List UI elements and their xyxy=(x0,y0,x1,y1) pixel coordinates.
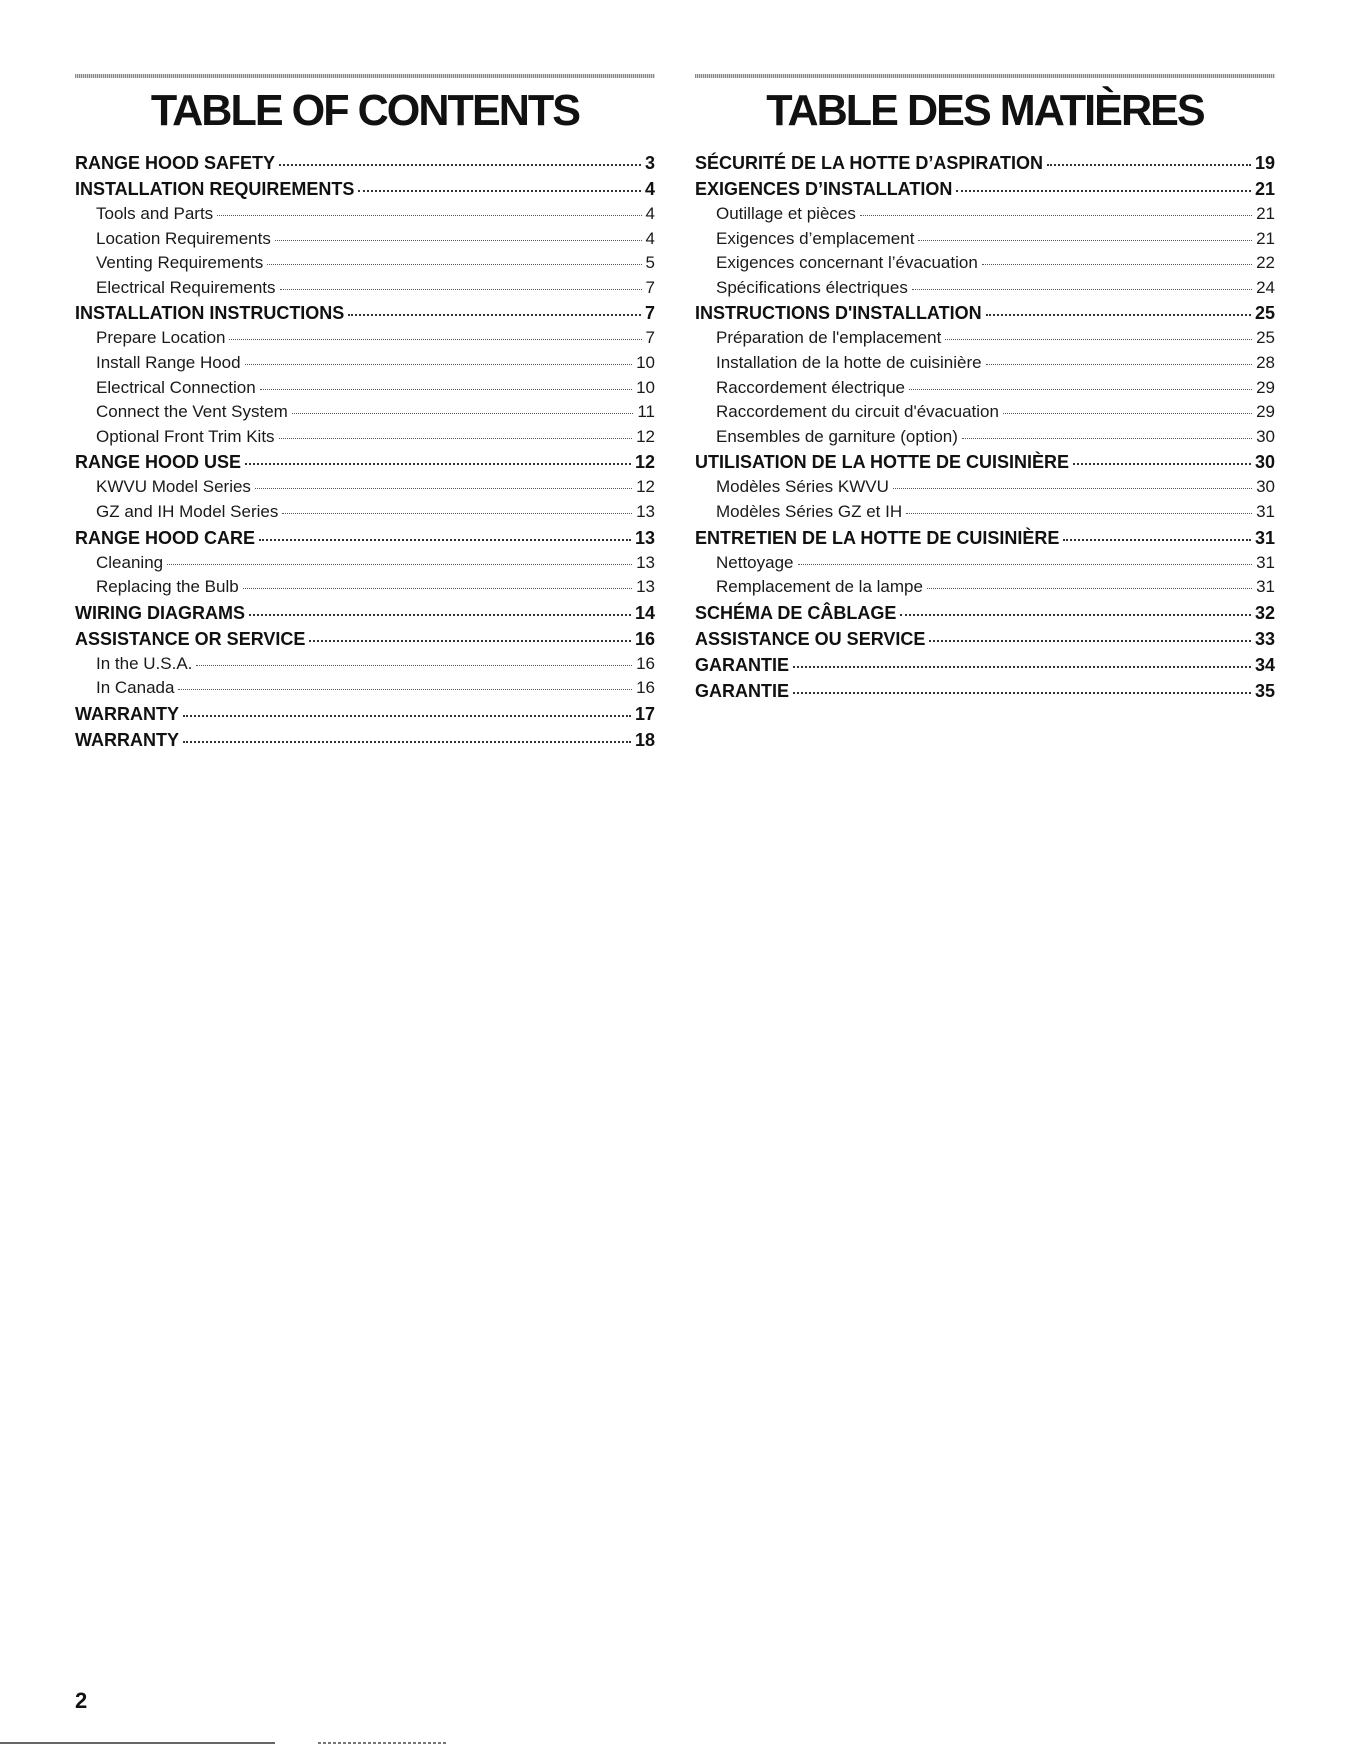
toc-entry-page: 18 xyxy=(634,729,655,750)
toc-entry-page: 14 xyxy=(634,602,655,623)
toc-section-entry xyxy=(75,449,655,475)
toc-list xyxy=(695,150,1275,704)
toc-entry-label: Installation de la hotte de cuisinière xyxy=(716,352,982,372)
toc-entry-page: 19 xyxy=(1254,153,1275,173)
toc-entry-label: Venting Requirements xyxy=(96,253,264,273)
toc-entry-page: 21 xyxy=(1254,179,1275,199)
toc-entry-page: 24 xyxy=(1256,277,1275,297)
toc-entry-page: 22 xyxy=(1256,253,1275,273)
toc-entry-page: 32 xyxy=(1254,602,1275,623)
toc-entry-label: RANGE HOOD SAFETY xyxy=(75,153,276,173)
toc-entry-label: In the U.S.A. xyxy=(96,653,193,673)
toc-subsection-entry xyxy=(695,251,1275,276)
dot-leader xyxy=(793,664,1251,668)
dot-leader xyxy=(927,586,1252,589)
dot-leader xyxy=(167,562,632,565)
dot-leader xyxy=(245,362,632,365)
toc-subsection-entry xyxy=(75,276,655,301)
toc-subsection-entry xyxy=(695,500,1275,525)
toc-entry-label: GZ and IH Model Series xyxy=(96,501,279,521)
toc-subsection-entry xyxy=(75,425,655,450)
toc-entry-label: Install Range Hood xyxy=(96,352,241,372)
toc-entry-label: RANGE HOOD CARE xyxy=(75,527,256,548)
toc-section-entry xyxy=(695,525,1275,551)
toc-entry-page: 30 xyxy=(1254,452,1275,473)
toc-entry-label: Préparation de l'emplacement xyxy=(716,328,942,348)
toc-entry-page: 3 xyxy=(644,153,655,173)
toc-section-entry xyxy=(75,176,655,202)
toc-subsection-entry xyxy=(695,202,1275,227)
toc-subsection-entry xyxy=(75,500,655,525)
toc-subsection-entry xyxy=(75,475,655,500)
dot-leader xyxy=(893,486,1252,489)
toc-entry-page: 13 xyxy=(636,577,655,597)
page-number: 2 xyxy=(75,1688,88,1713)
toc-entry-page: 11 xyxy=(637,402,655,422)
dot-leader xyxy=(1073,461,1251,465)
toc-entry-page: 25 xyxy=(1254,303,1275,324)
toc-entry-label: Modèles Séries KWVU xyxy=(716,477,889,497)
toc-entry-label: Ensembles de garniture (option) xyxy=(716,426,958,446)
toc-entry-page: 35 xyxy=(1254,680,1275,701)
toc-entry-label: Cleaning xyxy=(96,552,164,572)
toc-entry-label: RANGE HOOD USE xyxy=(75,452,242,473)
toc-entry-page: 31 xyxy=(1256,552,1275,572)
toc-entry-label: EXIGENCES D’INSTALLATION xyxy=(695,179,953,199)
toc-list xyxy=(75,150,655,753)
toc-section-entry xyxy=(75,626,655,652)
toc-subsection-entry xyxy=(75,227,655,252)
toc-section-entry xyxy=(75,701,655,727)
toc-entry-page: 5 xyxy=(645,253,655,273)
dot-leader xyxy=(986,312,1251,316)
toc-entry-label: Electrical Connection xyxy=(96,377,256,397)
toc-subsection-entry xyxy=(695,400,1275,425)
toc-entry-page: 31 xyxy=(1256,577,1275,597)
toc-entry-page: 4 xyxy=(644,179,655,199)
toc-subsection-entry xyxy=(75,676,655,701)
dot-leader xyxy=(918,238,1252,241)
toc-section-entry xyxy=(75,525,655,551)
dot-leader xyxy=(249,612,631,616)
dot-leader xyxy=(275,238,642,241)
toc-subsection-entry xyxy=(695,575,1275,600)
toc-entry-page: 31 xyxy=(1256,501,1275,521)
dot-leader xyxy=(229,337,641,340)
dot-leader xyxy=(909,387,1252,390)
toc-entry-page: 29 xyxy=(1256,377,1275,397)
dot-leader xyxy=(929,638,1251,642)
toc-entry-label: Exigences concernant l’évacuation xyxy=(716,253,978,273)
dot-leader xyxy=(358,188,641,192)
toc-entry-label: Nettoyage xyxy=(716,552,794,572)
dot-leader xyxy=(183,739,631,743)
toc-entry-page: 10 xyxy=(636,377,655,397)
toc-entry-label: Spécifications électriques xyxy=(716,277,908,297)
dot-leader xyxy=(309,638,631,642)
toc-entry-page: 7 xyxy=(645,277,655,297)
toc-subsection-entry xyxy=(75,400,655,425)
dot-leader xyxy=(962,436,1252,439)
toc-subsection-entry xyxy=(75,376,655,401)
toc-section-entry xyxy=(75,600,655,626)
toc-entry-label: GARANTIE xyxy=(695,654,789,675)
toc-subsection-entry xyxy=(75,202,655,227)
toc-entry-label: Location Requirements xyxy=(96,228,271,248)
toc-entry-label: Prepare Location xyxy=(96,328,226,348)
toc-section-entry xyxy=(695,300,1275,326)
toc-section-entry xyxy=(695,176,1275,202)
dot-leader xyxy=(348,312,641,316)
dot-leader xyxy=(183,713,631,717)
toc-subsection-entry xyxy=(75,251,655,276)
toc-entry-page: 16 xyxy=(636,653,655,673)
toc-entry-label: INSTALLATION REQUIREMENTS xyxy=(75,179,355,199)
toc-entry-page: 17 xyxy=(634,703,655,724)
dot-leader xyxy=(982,262,1252,265)
toc-entry-label: KWVU Model Series xyxy=(96,477,251,497)
toc-entry-page: 12 xyxy=(634,452,655,473)
bottom-rule-dashed xyxy=(318,1742,448,1744)
dot-leader xyxy=(217,213,641,216)
dot-leader xyxy=(267,262,641,265)
toc-entry-page: 30 xyxy=(1256,477,1275,497)
toc-title: TABLE OF CONTENTS xyxy=(150,86,580,135)
toc-entry-label: Raccordement du circuit d'évacuation xyxy=(716,402,999,422)
toc-title: TABLE DES MATIÈRES xyxy=(766,86,1204,135)
toc-subsection-entry xyxy=(75,575,655,600)
toc-entry-page: 12 xyxy=(636,477,655,497)
toc-entry-page: 13 xyxy=(636,501,655,521)
toc-entry-label: Electrical Requirements xyxy=(96,277,276,297)
toc-subsection-entry xyxy=(75,326,655,351)
dot-leader xyxy=(956,188,1251,192)
toc-section-entry xyxy=(695,626,1275,652)
dot-leader xyxy=(196,663,632,666)
toc-entry-label: WARRANTY xyxy=(75,729,179,750)
toc-subsection-entry xyxy=(695,351,1275,376)
dot-leader xyxy=(245,461,631,465)
bottom-rule xyxy=(0,1742,275,1744)
toc-entry-page: 30 xyxy=(1256,426,1275,446)
toc-entry-page: 7 xyxy=(644,303,655,324)
toc-entry-label: ASSISTANCE OR SERVICE xyxy=(75,628,306,649)
toc-entry-page: 10 xyxy=(636,352,655,372)
toc-section-entry xyxy=(695,600,1275,626)
dot-leader xyxy=(912,287,1252,290)
dot-leader xyxy=(1047,162,1251,166)
toc-entry-label: SÉCURITÉ DE LA HOTTE D’ASPIRATION xyxy=(695,153,1044,173)
dot-leader xyxy=(259,537,631,541)
toc-entry-label: SCHÉMA DE CÂBLAGE xyxy=(695,602,897,623)
toc-french xyxy=(695,74,1275,704)
toc-entry-page: 4 xyxy=(645,204,655,223)
toc-section-entry xyxy=(75,150,655,176)
toc-entry-label: Raccordement électrique xyxy=(716,377,905,397)
toc-entry-page: 16 xyxy=(636,678,655,698)
toc-subsection-entry xyxy=(695,276,1275,301)
toc-entry-page: 21 xyxy=(1256,228,1275,248)
toc-entry-page: 12 xyxy=(636,426,655,446)
toc-entry-page: 7 xyxy=(645,328,655,348)
toc-english xyxy=(75,74,655,753)
dot-leader xyxy=(945,337,1252,340)
dot-leader xyxy=(1063,537,1251,541)
toc-subsection-entry xyxy=(695,376,1275,401)
dot-leader xyxy=(260,387,632,390)
dot-leader xyxy=(1003,411,1252,414)
top-rule xyxy=(695,74,1275,78)
toc-subsection-entry xyxy=(695,551,1275,576)
dot-leader xyxy=(986,362,1253,365)
toc-entry-label: ASSISTANCE OU SERVICE xyxy=(695,628,926,649)
dot-leader xyxy=(279,436,633,439)
toc-entry-label: Modèles Séries GZ et IH xyxy=(716,501,903,521)
toc-entry-label: WIRING DIAGRAMS xyxy=(75,602,245,623)
dot-leader xyxy=(900,612,1251,616)
dot-leader xyxy=(860,213,1252,216)
top-rule xyxy=(75,74,655,78)
toc-entry-label: ENTRETIEN DE LA HOTTE DE CUISINIÈRE xyxy=(695,527,1060,548)
toc-subsection-entry xyxy=(695,475,1275,500)
toc-subsection-entry xyxy=(695,326,1275,351)
toc-entry-label: Tools and Parts xyxy=(96,204,214,223)
toc-entry-label: GARANTIE xyxy=(695,680,789,701)
toc-entry-label: UTILISATION DE LA HOTTE DE CUISINIÈRE xyxy=(695,452,1070,473)
toc-entry-label: INSTALLATION INSTRUCTIONS xyxy=(75,303,345,324)
toc-section-entry xyxy=(75,727,655,753)
toc-entry-label: Optional Front Trim Kits xyxy=(96,426,275,446)
toc-entry-page: 21 xyxy=(1256,204,1275,223)
toc-subsection-entry xyxy=(75,551,655,576)
toc-entry-label: Exigences d’emplacement xyxy=(716,228,915,248)
toc-entry-label: Remplacement de la lampe xyxy=(716,577,923,597)
toc-entry-label: Replacing the Bulb xyxy=(96,577,239,597)
dot-leader xyxy=(798,562,1253,565)
toc-entry-page: 29 xyxy=(1256,402,1275,422)
toc-entry-page: 28 xyxy=(1256,352,1275,372)
dot-leader xyxy=(255,486,632,489)
toc-entry-page: 13 xyxy=(636,552,655,572)
toc-entry-page: 33 xyxy=(1254,628,1275,649)
toc-entry-page: 13 xyxy=(634,527,655,548)
toc-entry-label: Outillage et pièces xyxy=(716,204,856,223)
toc-entry-label: In Canada xyxy=(96,678,175,698)
toc-entry-label: WARRANTY xyxy=(75,703,179,724)
toc-entry-page: 25 xyxy=(1256,328,1275,348)
dot-leader xyxy=(243,586,632,589)
toc-entry-page: 34 xyxy=(1254,654,1275,675)
dot-leader xyxy=(906,511,1252,514)
toc-subsection-entry xyxy=(75,652,655,677)
toc-subsection-entry xyxy=(695,425,1275,450)
dot-leader xyxy=(280,287,642,290)
toc-section-entry xyxy=(695,678,1275,704)
toc-subsection-entry xyxy=(695,227,1275,252)
toc-subsection-entry xyxy=(75,351,655,376)
toc-entry-label: Connect the Vent System xyxy=(96,402,288,422)
dot-leader xyxy=(279,162,641,166)
dot-leader xyxy=(292,411,634,414)
toc-entry-page: 31 xyxy=(1254,527,1275,548)
toc-section-entry xyxy=(695,150,1275,176)
toc-entry-page: 16 xyxy=(634,628,655,649)
dot-leader xyxy=(282,511,632,514)
dot-leader xyxy=(793,690,1251,694)
toc-section-entry xyxy=(75,300,655,326)
toc-entry-label: INSTRUCTIONS D'INSTALLATION xyxy=(695,303,982,324)
dot-leader xyxy=(178,687,632,690)
toc-entry-page: 4 xyxy=(645,228,655,248)
toc-section-entry xyxy=(695,449,1275,475)
toc-section-entry xyxy=(695,652,1275,678)
